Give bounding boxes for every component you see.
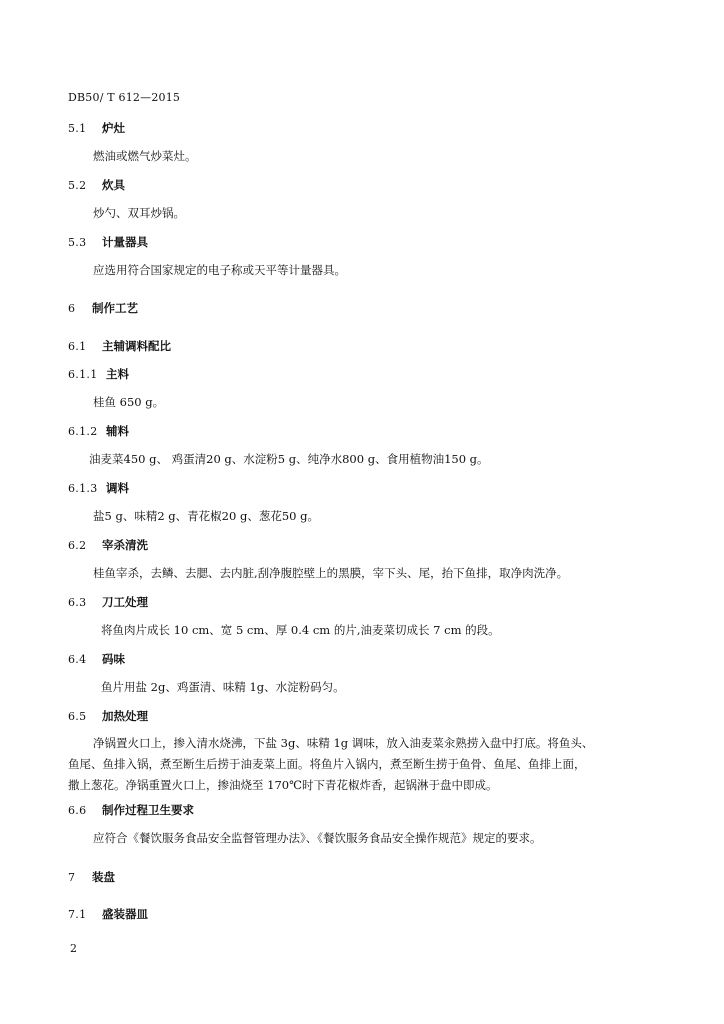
section-heading bbox=[68, 177, 724, 193]
paragraph: 将鱼肉片成长 10 cm、宽 5 cm、厚 0.4 cm 的片,油麦菜切成长 7 cm 的段。 bbox=[101, 623, 500, 637]
chapter-heading bbox=[68, 869, 724, 885]
paragraph: 桂鱼宰杀，去鳞、去腮、去内脏,刮净腹腔壁上的黑膜，宰下头、尾，抬下鱼排，取净肉洗净。 bbox=[93, 566, 569, 580]
section-number: 6.1.3 bbox=[68, 482, 98, 495]
section-title: 加热处理 bbox=[102, 709, 148, 723]
section-title: 宰杀清洗 bbox=[102, 538, 148, 552]
section-number: 6.6 bbox=[68, 804, 87, 817]
section-title: 制作工艺 bbox=[92, 301, 138, 315]
section-title: 炉灶 bbox=[102, 121, 125, 135]
paragraph-line: 撒上葱花。净锅重置火口上，掺油烧至 170℃时下青花椒炸香，起锅淋于盘中即成。 bbox=[68, 778, 498, 792]
section-title: 计量器具 bbox=[102, 235, 148, 249]
section-heading bbox=[68, 708, 724, 724]
paragraph: 油麦菜450 g、 鸡蛋清20 g、水淀粉5 g、纯净水800 g、食用植物油150 g。 bbox=[89, 452, 489, 466]
section-number: 6.2 bbox=[68, 539, 87, 552]
section-number: 6 bbox=[68, 302, 76, 315]
section-number: 5.1 bbox=[68, 122, 87, 135]
paragraph: 鱼片用盐 2g、鸡蛋清、味精 1g、水淀粉码匀。 bbox=[101, 680, 345, 694]
section-heading bbox=[68, 594, 724, 610]
section-number: 7.1 bbox=[68, 908, 87, 921]
section-heading bbox=[68, 338, 724, 354]
section-number: 5.2 bbox=[68, 179, 87, 192]
section-heading bbox=[68, 120, 724, 136]
chapter-heading bbox=[68, 300, 724, 316]
section-title: 盛装器皿 bbox=[102, 907, 148, 921]
section-number: 6.1.1 bbox=[68, 368, 98, 381]
section-number: 6.1 bbox=[68, 340, 87, 353]
section-title: 主料 bbox=[106, 367, 129, 381]
section-title: 刀工处理 bbox=[102, 595, 148, 609]
section-title: 辅料 bbox=[106, 424, 129, 438]
paragraph-line: 鱼尾、鱼排入锅，煮至断生后捞于油麦菜上面。将鱼片入锅内，煮至断生捞于鱼骨、鱼尾、鱼排上面， bbox=[68, 757, 586, 771]
section-number: 6.3 bbox=[68, 596, 87, 609]
section-title: 制作过程卫生要求 bbox=[102, 803, 194, 817]
section-number: 6.4 bbox=[68, 653, 87, 666]
section-heading bbox=[68, 651, 724, 667]
paragraph: 炒勺、双耳炒锅。 bbox=[93, 206, 185, 220]
section-title: 调料 bbox=[106, 481, 129, 495]
paragraph-heating bbox=[68, 733, 653, 796]
paragraph: 桂鱼 650 g。 bbox=[93, 395, 165, 409]
section-title: 码味 bbox=[102, 652, 125, 666]
paragraph: 应符合《餐饮服务食品安全监督管理办法》、《餐饮服务食品安全操作规范》规定的要求。 bbox=[93, 831, 542, 845]
section-title: 炊具 bbox=[102, 178, 125, 192]
subsection-heading bbox=[68, 366, 724, 382]
document-header: DB50/ T 612—2015 bbox=[68, 91, 181, 104]
paragraph: 燃油或燃气炒菜灶。 bbox=[93, 149, 197, 163]
section-number: 7 bbox=[68, 871, 76, 884]
section-heading bbox=[68, 802, 724, 818]
section-number: 6.5 bbox=[68, 710, 87, 723]
paragraph: 应选用符合国家规定的电子称或天平等计量器具。 bbox=[93, 263, 346, 277]
section-heading bbox=[68, 234, 724, 250]
section-number: 5.3 bbox=[68, 236, 87, 249]
page-number: 2 bbox=[70, 942, 77, 955]
section-number: 6.1.2 bbox=[68, 425, 98, 438]
section-title: 装盘 bbox=[92, 870, 115, 884]
section-heading bbox=[68, 537, 724, 553]
subsection-heading bbox=[68, 480, 724, 496]
section-heading bbox=[68, 906, 724, 922]
subsection-heading bbox=[68, 423, 724, 439]
paragraph: 盐5 g、味精2 g、青花椒20 g、葱花50 g。 bbox=[93, 509, 319, 523]
section-title: 主辅调料配比 bbox=[102, 339, 171, 353]
paragraph-line: 净锅置火口上，掺入清水烧沸，下盐 3g、味精 1g 调味，放入油麦菜汆熟捞入盘中打底。将鱼头、 bbox=[93, 736, 594, 750]
